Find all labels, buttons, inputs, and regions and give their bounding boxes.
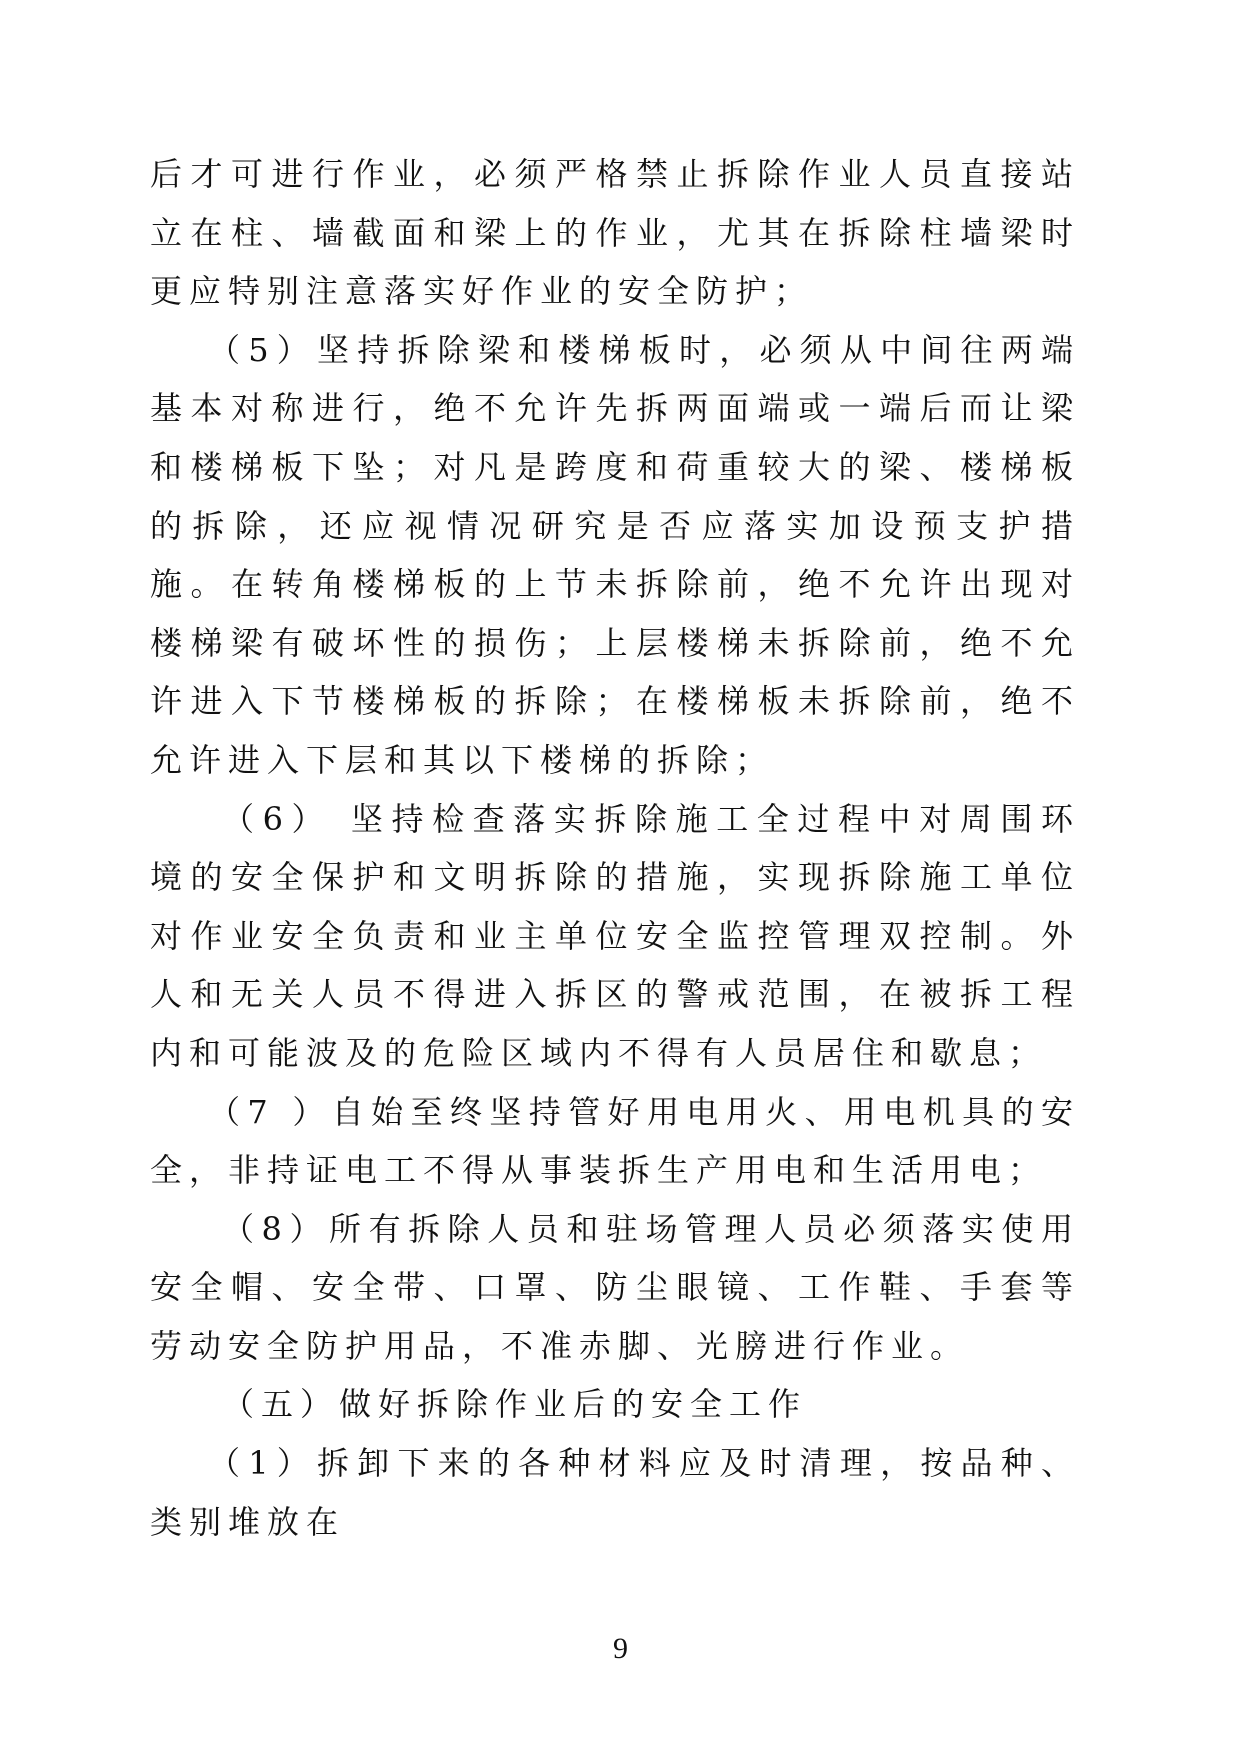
paragraph-continuation: 后才可进行作业，必须严格禁止拆除作业人员直接站立在柱、墙截面和梁上的作业，尤其在拆除柱墙梁时更应特别注意落实好作业的安全防护； [150,155,1080,311]
page-number: 9 [613,1632,628,1665]
body-text [150,145,1080,1551]
paragraph-item-8: （8）所有拆除人员和驻场管理人员必须落实使用安全帽、安全带、口罩、防尘眼镜、工作鞋、手套等劳动安全防护用品，不准赤脚、光膀进行作业。 [150,1209,1080,1365]
paragraph-item-5: （5）坚持拆除梁和楼梯板时，必须从中间往两端基本对称进行，绝不允许先拆两面端或一端后而让梁和楼梯板下坠；对凡是跨度和荷重较大的梁、楼梯板的拆除，还应视情况研究是否应落实加设预支护措施。在转角楼梯板的上节未拆除前，绝不允许出现对楼梯梁有破坏性的损伤；上层楼梯未拆除前，绝不允许进入下节楼梯板的拆除；在楼梯板未拆除前，绝不允许进入下层和其以下楼梯的拆除； [150,330,1080,779]
paragraph-item-6: （6） 坚持检查落实拆除施工全过程中对周围环境的安全保护和文明拆除的措施，实现拆除施工单位对作业安全负责和业主单位安全监控管理双控制。外人和无关人员不得进入拆区的警戒范围，在被拆工程内和可能波及的危险区域内不得有人员居住和歇息； [150,799,1080,1072]
section-heading: （五）做好拆除作业后的安全工作 [222,1385,808,1424]
paragraph-item-7: （7 ）自始至终坚持管好用电用火、用电机具的安全，非持证电工不得从事装拆生产用电和生活用电； [150,1092,1080,1190]
paragraph-item-1: （1）拆卸下来的各种材料应及时清理，按品种、类别堆放在 [150,1444,1080,1541]
